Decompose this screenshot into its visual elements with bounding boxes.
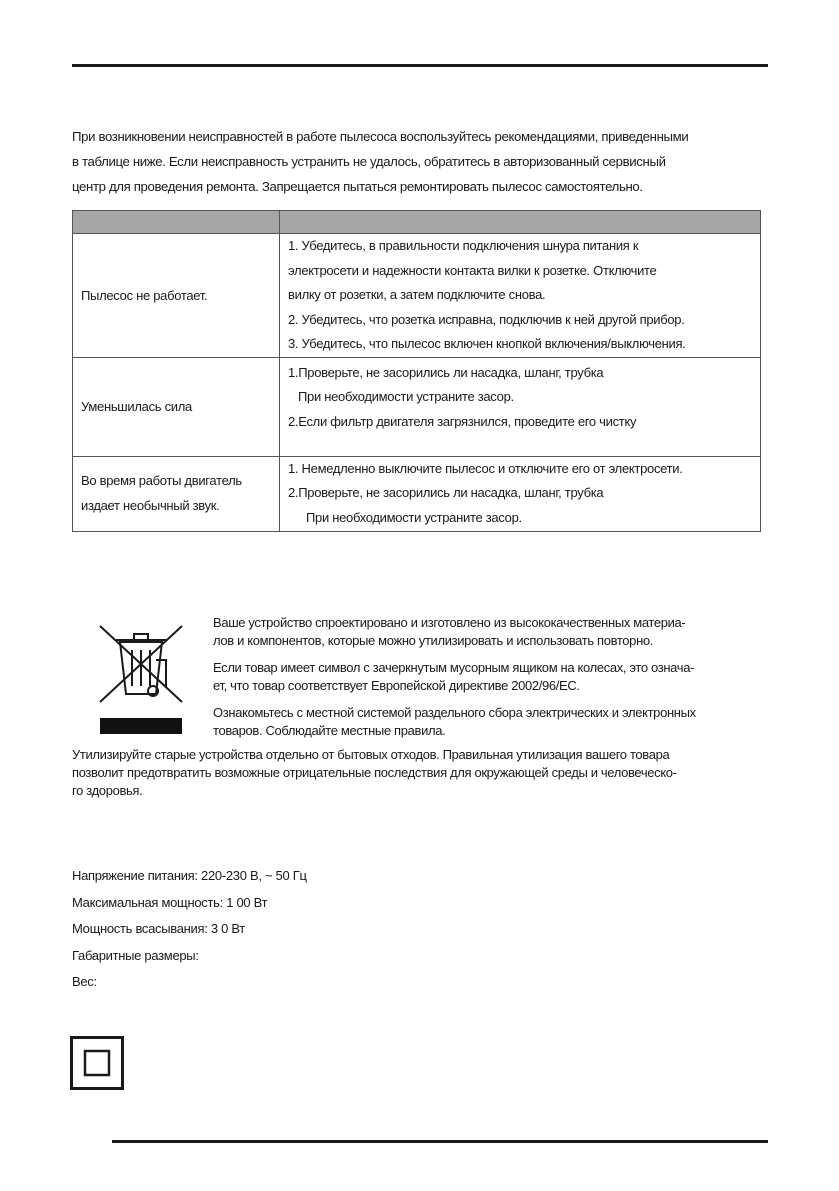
problem-cell: Пылесос не работает. (73, 234, 280, 358)
solution-line: 3. Убедитесь, что пылесос включен кнопкой включения/выключения. (288, 336, 686, 351)
specifications-list (72, 863, 307, 996)
solution-line: 2. Убедитесь, что розетка исправна, подключив к ней другой прибор. (288, 311, 685, 327)
disposal-line: позволит предотвратить возможные отрицательные последствия для окружающей среды и человеческо- (72, 765, 677, 780)
spec-max-power: Максимальная мощность: 1 00 Вт (72, 894, 268, 910)
weee-line: Ваше устройство спроектировано и изготовлено из высококачественных материа- (213, 615, 686, 630)
weee-paragraph (213, 659, 768, 695)
disposal-line: Утилизируйте старые устройства отдельно от бытовых отходов. Правильная утилизация вашего товара (72, 747, 670, 762)
table-row (73, 456, 761, 531)
weee-paragraph (213, 704, 768, 740)
solution-line: При необходимости устраните засор. (306, 509, 522, 525)
weee-line: Если товар имеет символ с зачеркнутым мусорным ящиком на колесах, это означа- (213, 660, 695, 675)
problem-cell: Уменьшилась сила (73, 357, 280, 456)
intro-line: центр для проведения ремонта. Запрещается пытаться ремонтировать пылесос самостоятельно. (72, 179, 643, 194)
table-header-solution (280, 211, 761, 234)
table-header-problem (73, 211, 280, 234)
weee-line: Ознакомьтесь с местной системой раздельного сбора электрических и электронных (213, 705, 696, 720)
weee-line: товаров. Соблюдайте местные правила. (213, 723, 446, 738)
troubleshooting-table (72, 210, 761, 532)
spec-dimensions: Габаритные размеры: (72, 947, 199, 963)
weee-paragraph (213, 614, 768, 650)
table-header-row (73, 211, 761, 234)
table-row (73, 357, 761, 456)
disposal-paragraph (72, 746, 772, 800)
weee-line: ет, что товар соответствует Европейской директиве 2002/96/EC. (213, 678, 580, 693)
spec-voltage: Напряжение питания: 220-230 В, ~ 50 Гц (72, 868, 307, 883)
solution-line: электросети и надежности контакта вилки к розетке. Отключите (288, 262, 657, 278)
solution-cell (280, 357, 761, 456)
solution-cell (280, 456, 761, 531)
solution-line: 2.Если фильтр двигателя загрязнился, проведите его чистку (288, 413, 637, 429)
intro-line: в таблице ниже. Если неисправность устранить не удалось, обратитесь в авторизованный сервисный (72, 154, 666, 169)
table-row (73, 234, 761, 358)
spec-weight: Вес: (72, 974, 97, 989)
intro-paragraph (72, 124, 772, 199)
solution-cell (280, 234, 761, 358)
weee-line: лов и компонентов, которые можно утилизировать и использовать повторно. (213, 633, 654, 648)
weee-info (213, 614, 768, 749)
footer-rule (112, 1140, 768, 1143)
problem-line: Во время работы двигатель (81, 473, 242, 488)
problem-line: издает необычный звук. (81, 497, 220, 513)
double-insulation-icon (70, 1036, 124, 1090)
header-rule (72, 64, 768, 67)
problem-cell (73, 456, 280, 531)
solution-line: 1. Немедленно выключите пылесос и отключите его от электросети. (288, 460, 683, 476)
solution-line: 1.Проверьте, не засорились ли насадка, шланг, трубка (288, 364, 604, 380)
intro-line: При возникновении неисправностей в работе пылесоса воспользуйтесь рекомендациями, приведенными (72, 129, 689, 144)
solution-line: 1. Убедитесь, в правильности подключения шнура питания к (288, 238, 639, 253)
solution-line: При необходимости устраните засор. (298, 389, 514, 404)
spec-suction-power: Мощность всасывания: 3 0 Вт (72, 921, 245, 936)
solution-line: вилку от розетки, а затем подключите снова. (288, 287, 546, 302)
solution-line: 2.Проверьте, не засорились ли насадка, шланг, трубка (288, 485, 604, 501)
crossed-out-wheelie-bin-icon (96, 620, 186, 738)
disposal-line: го здоровья. (72, 783, 143, 798)
